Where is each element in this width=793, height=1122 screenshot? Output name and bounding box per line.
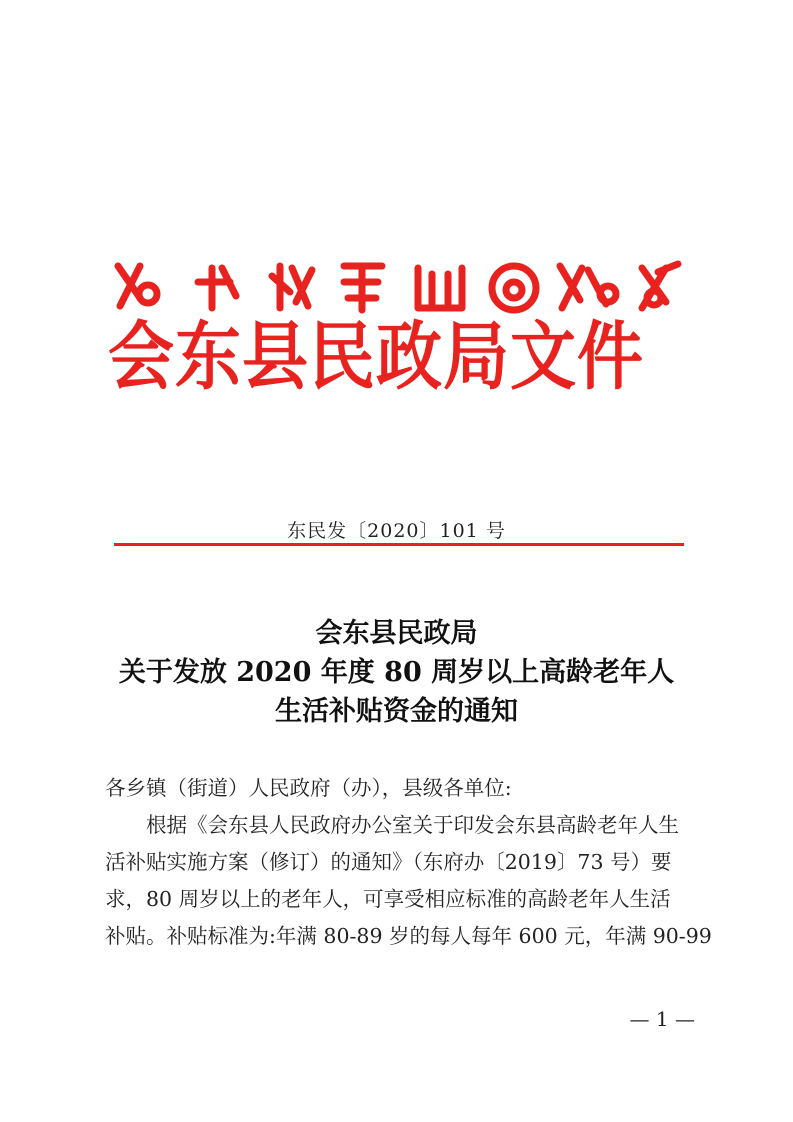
page-number: — 1 —: [629, 1007, 695, 1031]
notice-title-line-2: 关于发放 2020 年度 80 周岁以上高龄老年人: [118, 657, 675, 688]
paragraph-line: 求，80 周岁以上的老年人，可享受相应标准的高龄老年人生活: [105, 887, 671, 911]
salutation: 各乡镇（街道）人民政府（办），县级各单位:: [105, 776, 512, 800]
notice-body: [105, 770, 712, 955]
notice-title: [0, 614, 793, 731]
red-divider-line: [114, 543, 684, 546]
document-number: 东民发〔2020〕101 号: [287, 520, 506, 542]
notice-title-line-3: 生活补贴资金的通知: [275, 696, 518, 727]
paragraph-line: 补贴。补贴标准为:年满 80-89 岁的每人每年 600 元，年满 90-99: [105, 924, 712, 948]
notice-title-line-1: 会东县民政局: [315, 618, 478, 649]
paragraph-line: 活补贴实施方案（修订）的通知》（东府办〔2019〕73 号）要: [105, 850, 672, 874]
paragraph-line: 根据《会东县人民政府办公室关于印发会东县高龄老年人生: [146, 813, 679, 837]
issuing-office-title: 会东县民政局文件: [108, 312, 644, 400]
